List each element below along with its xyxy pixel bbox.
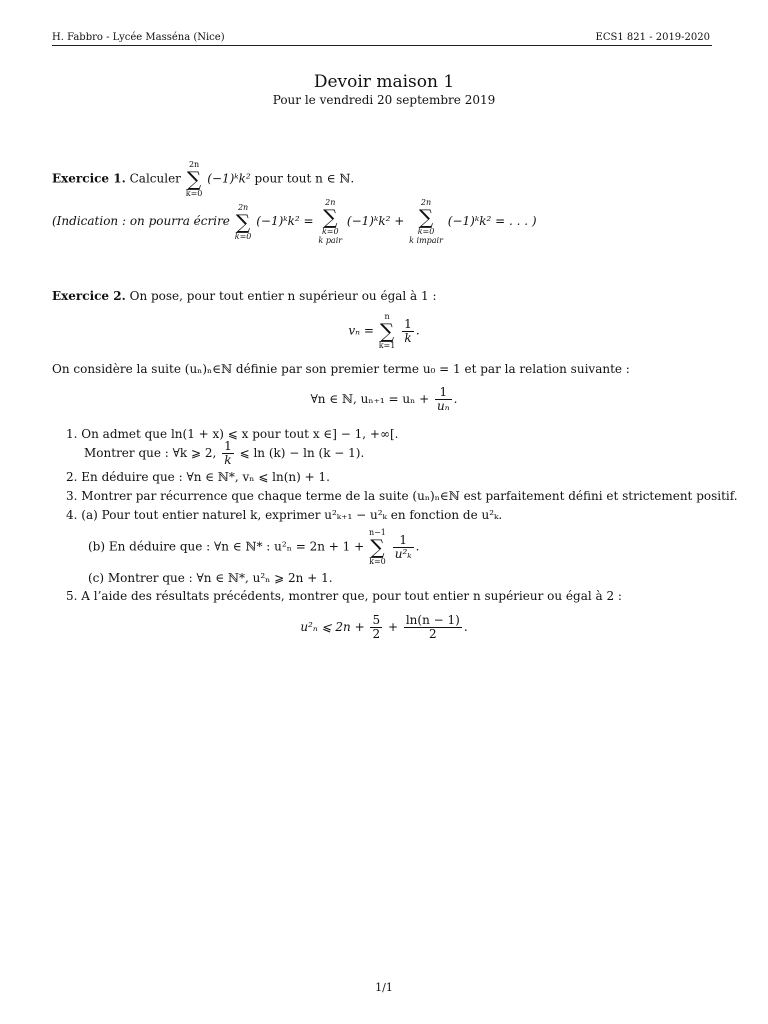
vn-lhs: vₙ =	[348, 323, 374, 338]
item-5-text: A l’aide des résultats précédents, montrer que, pour tout entier n supérieur ou égal à 2 :	[81, 589, 622, 603]
item-number: 4.	[66, 508, 78, 522]
header-left: H. Fabbro - Lycée Masséna (Nice)	[52, 32, 225, 43]
sum-lower: k=0	[321, 227, 339, 236]
item-1b-post: ⩽ ln (k) − ln (k − 1).	[239, 446, 365, 460]
numerator: 1	[404, 316, 412, 331]
numerator: 1	[224, 439, 232, 453]
document-title: Devoir maison 1	[313, 72, 455, 92]
fraction-five-halves	[370, 614, 382, 641]
item-3	[66, 489, 738, 503]
item-1	[66, 427, 398, 441]
denominator: uₙ	[437, 399, 450, 413]
recurrence-lhs: ∀n ∈ ℕ, uₙ₊₁ = uₙ +	[310, 392, 430, 406]
exercise-1-label: Exercice 1.	[52, 171, 126, 186]
exercise-1-hint: (Indication : on pourra écrire 2n ∑ k=0 (−1)ᵏk² = 2n ∑ k=0 k pair (−1)ᵏk² + 2n ∑ k=0 k impair (−1)ᵏk² = . . . )	[52, 198, 537, 245]
document-subtitle: Pour le vendredi 20 septembre 2019	[272, 93, 496, 107]
suite-definition: On considère la suite (uₙ)ₙ∈ℕ définie par son premier terme u₀ = 1 et par la relation suivante :	[52, 362, 630, 376]
item-4b: (b) En déduire que : ∀n ∈ ℕ* : u²ₙ = 2n + 1 + n−1 ∑ k=0 $\frac{1}{\text{u²ₖ}}$ .	[88, 528, 420, 566]
exercise-1-text-pre: Calculer	[129, 171, 181, 186]
sum-lower: k=1	[378, 341, 396, 350]
hint-pre: (Indication : on pourra écrire	[52, 214, 230, 228]
denominator: 2	[372, 627, 381, 641]
sum-upper: 2n	[420, 198, 432, 207]
sum-lower: k=0	[185, 189, 203, 198]
sum-symbol: 2n ∑ k=0	[234, 202, 252, 241]
item-1b	[84, 440, 364, 467]
exercise-2-intro: On pose, pour tout entier n supérieur ou égal à 1 :	[129, 289, 437, 303]
item-3-text: Montrer par récurrence que chaque terme de la suite (uₙ)ₙ∈ℕ est parfaitement défini et strictement positif.	[81, 489, 738, 503]
vn-definition: vₙ = n ∑ k=1 $\frac{1}{k}$ .	[348, 312, 420, 350]
item-1a-text: On admet que ln(1 + x) ⩽ x pour tout x ∈] − 1, +∞[.	[81, 427, 399, 441]
exercise-1	[52, 160, 354, 198]
sum-upper: n−1	[368, 528, 386, 537]
header-rule	[52, 45, 712, 46]
numerator: 1	[393, 534, 414, 548]
sum-condition-impair: k impair	[409, 236, 443, 245]
item-number: 1.	[66, 427, 78, 441]
item-2	[66, 470, 330, 484]
sum-term: (−1)ᵏk²	[346, 214, 395, 228]
sum-upper: n	[384, 312, 390, 321]
sum-symbol: n ∑ k=1	[378, 312, 396, 350]
sum-symbol-pair: 2n ∑ k=0 k pair	[318, 198, 343, 245]
item-number: 5.	[66, 589, 78, 603]
hint-end: = . . . )	[495, 214, 537, 228]
exercise-2-label: Exercice 2.	[52, 289, 126, 303]
item-2-text: En déduire que : ∀n ∈ ℕ*, vₙ ⩽ ln(n) + 1.	[81, 470, 330, 484]
numerator: 1	[435, 386, 452, 400]
denominator: k	[224, 453, 232, 467]
fraction-one-over-uk2	[393, 534, 414, 561]
item-4b-pre: (b) En déduire que : ∀n ∈ ℕ* : u²ₙ = 2n + 1 +	[88, 539, 365, 554]
denominator: u²ₖ	[394, 546, 412, 561]
sum-term: (−1)ᵏk²	[256, 214, 304, 228]
item-5	[66, 589, 622, 603]
recurrence-relation: ∀n ∈ ℕ, uₙ₊₁ = uₙ + $\frac{1}{\text{uₙ}}$ .	[310, 385, 458, 413]
sum-upper: 2n	[325, 198, 336, 207]
sum-condition-pair: k pair	[318, 236, 343, 245]
header-right: ECS1 821 - 2019-2020	[595, 32, 710, 43]
fraction-ln-over-two	[404, 614, 462, 641]
item-number: 3.	[66, 489, 78, 503]
sum-lower: k=0	[417, 227, 435, 236]
sum-term: (−1)ᵏk²	[447, 214, 496, 228]
sum-term: (−1)ᵏk²	[207, 171, 255, 186]
sum-upper: 2n	[188, 160, 200, 169]
item-4a-text: (a) Pour tout entier naturel k, exprimer u²ₖ₊₁ − u²ₖ en fonction de u²ₖ.	[81, 508, 503, 522]
final-lhs: u²ₙ ⩽ 2n +	[300, 620, 365, 634]
fraction-one-over-k	[402, 318, 414, 345]
sum-upper: 2n	[237, 202, 249, 212]
item-4c: (c) Montrer que : ∀n ∈ ℕ*, u²ₙ ⩾ 2n + 1.	[88, 571, 333, 585]
exercise-1-text-post: pour tout n ∈ ℕ.	[254, 171, 355, 186]
item-number: 2.	[66, 470, 78, 484]
exercise-2	[52, 289, 437, 303]
fraction-one-over-un	[435, 386, 452, 413]
sum-symbol: 2n ∑ k=0	[185, 160, 203, 198]
numerator: 5	[372, 613, 381, 627]
numerator: ln(n − 1)	[405, 613, 460, 627]
page-number: 1/1	[375, 981, 393, 994]
sum-symbol-impair: 2n ∑ k=0 k impair	[409, 198, 443, 245]
fraction-one-over-k	[222, 440, 234, 467]
item-1b-pre: Montrer que : ∀k ⩾ 2,	[84, 446, 217, 460]
sum-lower: k=0	[369, 557, 386, 566]
denominator: k	[404, 330, 412, 345]
plus-sign: +	[387, 620, 399, 634]
sum-symbol: n−1 ∑ k=0	[368, 528, 386, 566]
item-4	[66, 508, 502, 522]
final-inequality: u²ₙ ⩽ 2n + $\frac{5}{2}$ + $\frac{\ln(n - 1)}{2}$ .	[300, 613, 468, 641]
denominator: 2	[429, 627, 437, 641]
sum-lower: k=0	[234, 231, 252, 241]
